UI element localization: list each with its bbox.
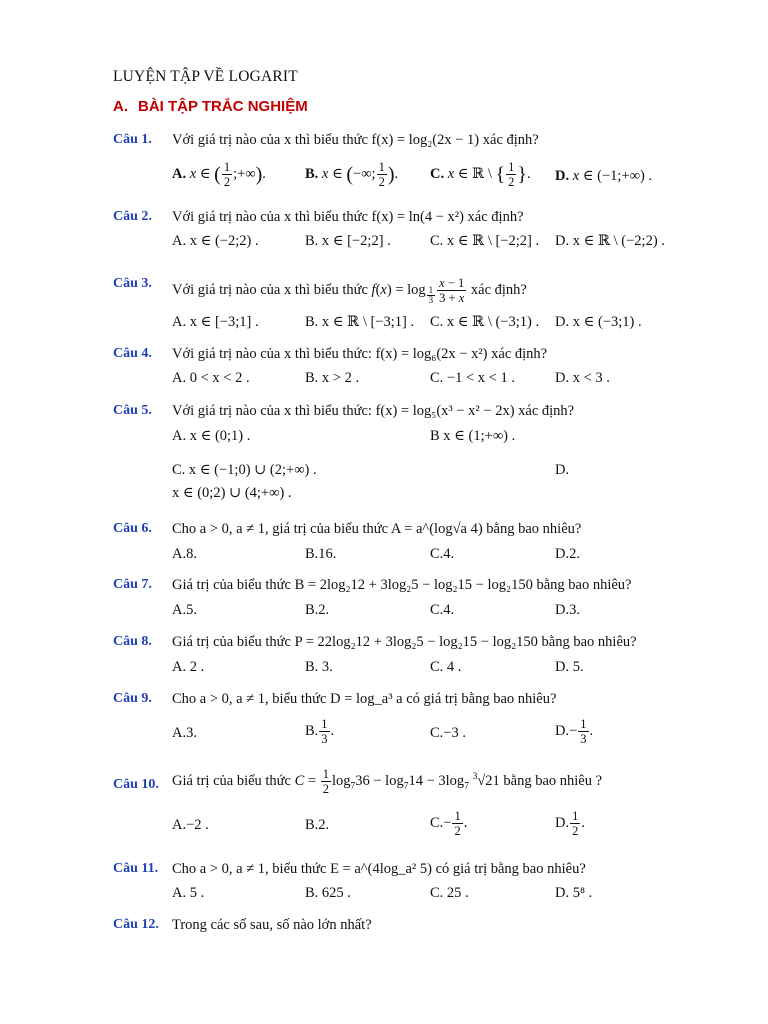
option-d: D. x < 3 .	[555, 370, 610, 386]
option-d: D.	[555, 462, 570, 478]
question-number: Câu 12.	[113, 917, 159, 932]
option-c: C. x ∈ ℝ \ [−2;2] .	[430, 233, 540, 249]
question-number: Câu 11.	[113, 861, 159, 876]
question-number: Câu 3.	[113, 276, 152, 291]
question-text: Với giá trị nào của x thì biểu thức: f(x) = log₆(2x − x²) xác định?	[172, 346, 548, 362]
option-d-value: x ∈ (0;2) ∪ (4;+∞) .	[172, 485, 292, 501]
question-number: Câu 2.	[113, 209, 152, 224]
question-text: Giá trị của biểu thức P = 22log₂12 + 3log₂5 − log₂15 − log₂150 bằng bao nhiêu?	[172, 634, 637, 650]
option-b: B. 625 .	[305, 885, 351, 901]
option-a: A.−2 .	[172, 817, 209, 833]
option-c-label: C.−	[430, 814, 452, 831]
option-d: D. x ∈ ℝ \ (−2;2) .	[555, 233, 665, 249]
question-text: Giá trị của biểu thức C = $\frac{1}{2}$ $\log_736 - \log_714 - 3\log_7$ $^3$√21 bằng bao nhiêu ?	[172, 767, 603, 796]
question-text-lead: Với giá trị nào của x thì biểu thức	[172, 281, 368, 298]
option-a: A.3.	[172, 725, 197, 741]
option-a: A. x ∈ ( $\frac{1}{2}$ ;+∞).	[172, 160, 266, 189]
question-text: Với giá trị nào của x thì biểu thức f(x) = log₂(2x − 1) xác định?	[172, 132, 539, 148]
option-b-label: B.	[305, 722, 319, 739]
question-number: Câu 1.	[113, 132, 152, 147]
option-a: A.5.	[172, 602, 197, 618]
option-b: B x ∈ (1;+∞) .	[430, 428, 516, 444]
section-heading	[113, 98, 308, 115]
option-a: A.8.	[172, 546, 197, 562]
option-b: B.16.	[305, 546, 337, 562]
question-text: Cho a > 0, a ≠ 1, giá trị của biểu thức A = a^(log√a 4) bằng bao nhiêu?	[172, 521, 582, 537]
option-d: D.− $\frac{1}{3}$ .	[555, 717, 594, 746]
option-a: A. 0 < x < 2 .	[172, 370, 250, 386]
section-letter: A.	[113, 98, 128, 115]
option-b: B.2.	[305, 602, 330, 618]
option-b: B. x ∈ (−∞; $\frac{1}{2}$ ).	[305, 160, 399, 189]
question-text: Với giá trị nào của x thì biểu thức f(x) = ln(4 − x²) xác định?	[172, 209, 524, 225]
option-c: C. 25 .	[430, 885, 469, 901]
option-d: D. 5⁸ .	[555, 885, 593, 901]
question-text-tail: bằng bao nhiêu ?	[503, 772, 603, 789]
option-d-label: D.	[555, 814, 570, 831]
question-text: Cho a > 0, a ≠ 1, biểu thức E = a^(4log_a² 5) có giá trị bằng bao nhiêu?	[172, 861, 586, 877]
option-c: C.− $\frac{1}{2}$ .	[430, 809, 468, 838]
option-d: D. $\frac{1}{2}$ .	[555, 809, 585, 838]
question-number: Câu 8.	[113, 634, 152, 649]
option-d: D. 5.	[555, 659, 584, 675]
option-c: C.4.	[430, 602, 455, 618]
question-number: Câu 4.	[113, 346, 152, 361]
option-b: B. x ∈ ℝ \ [−3;1] .	[305, 314, 415, 330]
page-title: LUYỆN TẬP VỀ LOGARIT	[113, 68, 298, 85]
question-text: Với giá trị nào của x thì biểu thức f(x) = log $_{\frac{1}{3}}$ $\frac{x - 1}{3 + x}$ xác định?	[172, 276, 527, 306]
option-c: C.4.	[430, 546, 455, 562]
option-d: D.3.	[555, 602, 580, 618]
option-c: C. x ∈ (−1;0) ∪ (2;+∞) .	[172, 462, 317, 478]
option-c: C.−3 .	[430, 725, 466, 741]
option-b: B. $\frac{1}{3}$ .	[305, 717, 335, 746]
section-title: BÀI TẬP TRẮC NGHIỆM	[138, 98, 308, 115]
question-text-lead: Giá trị của biểu thức	[172, 772, 291, 789]
option-c: C. x ∈ ℝ \ { $\frac{1}{2}$ }.	[430, 160, 531, 189]
option-a: A. x ∈ (0;1) .	[172, 428, 251, 444]
question-number: Câu 5.	[113, 403, 152, 418]
question-number: Câu 10.	[113, 777, 159, 792]
option-d: D. x ∈ (−3;1) .	[555, 314, 642, 330]
question-text: Trong các số sau, số nào lớn nhất?	[172, 917, 372, 933]
question-number: Câu 9.	[113, 691, 152, 706]
option-a: A. x ∈ [−3;1] .	[172, 314, 259, 330]
option-c: C. 4 .	[430, 659, 462, 675]
option-d: D. x ∈ (−1;+∞) .	[555, 168, 653, 184]
option-b: B. x ∈ [−2;2] .	[305, 233, 391, 249]
question-number: Câu 6.	[113, 521, 152, 536]
question-text-tail: xác định?	[470, 281, 527, 298]
option-a: A. 2 .	[172, 659, 205, 675]
question-text: Giá trị của biểu thức B = 2log₂12 + 3log₂5 − log₂15 − log₂150 bằng bao nhiêu?	[172, 577, 632, 593]
option-d: D.2.	[555, 546, 580, 562]
option-a: A. 5 .	[172, 885, 205, 901]
option-a: A. x ∈ (−2;2) .	[172, 233, 259, 249]
option-c: C. x ∈ ℝ \ (−3;1) .	[430, 314, 540, 330]
option-b: B. x > 2 .	[305, 370, 360, 386]
option-b: B. 3.	[305, 659, 333, 675]
option-b: B.2.	[305, 817, 330, 833]
question-number: Câu 7.	[113, 577, 152, 592]
question-text: Với giá trị nào của x thì biểu thức: f(x) = log₅(x³ − x² − 2x) xác định?	[172, 403, 575, 419]
question-text: Cho a > 0, a ≠ 1, biểu thức D = log_a³ a có giá trị bằng bao nhiêu?	[172, 691, 557, 707]
option-d-label: D.−	[555, 722, 578, 739]
option-c: C. −1 < x < 1 .	[430, 370, 515, 386]
